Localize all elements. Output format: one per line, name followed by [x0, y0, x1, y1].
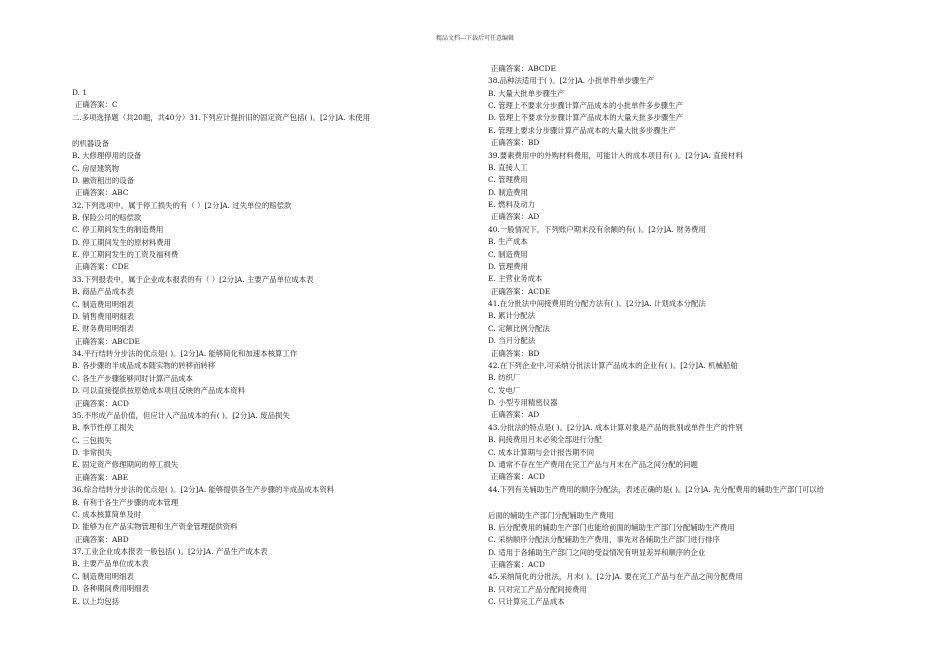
text-line: 32.下列选项中，属于停工损失的有（ ）[2分]A. 过失单位的赔偿款: [72, 201, 292, 210]
text-line: 39.要素费用中的外购材料费用，可能计入的成本项目有( )。[2分]A. 直接材料: [488, 151, 743, 160]
text-line: C. 管理费用: [488, 175, 528, 184]
text-line: 40.一般情况下，下列账户期末没有余额的有( )。[2分]A. 财务费用: [488, 225, 706, 234]
text-line: 正确答案：ACD: [491, 472, 545, 481]
text-line: C. 房屋建筑物: [72, 164, 120, 173]
text-line: B. 直接人工: [488, 163, 528, 172]
text-line: D. 销售费用明细表: [72, 312, 135, 321]
text-line: 正确答案：ABCDE: [491, 64, 556, 73]
text-line: E. 主营业务成本: [488, 274, 543, 283]
text-line: C. 只计算完工产品成本: [488, 597, 565, 606]
text-line: B. 累计分配法: [488, 311, 536, 320]
text-line: D. 制造费用: [488, 188, 528, 197]
text-line: D. 非常损失: [72, 448, 112, 457]
page-header: 精品文档---下载后可任意编辑: [435, 35, 515, 42]
text-line: C. 发电厂: [488, 386, 521, 395]
text-line: B. 间接费用月末必须全部进行分配: [488, 435, 602, 444]
text-line: 36.综合结转分步法的优点是( )。[2分]A. 能够提供各生产步骤的半成品成本资料: [72, 485, 335, 494]
text-line: D. 停工期间发生的原材料费用: [72, 238, 172, 247]
text-line: 正确答案：ABCDE: [75, 337, 140, 346]
text-line: B. 只对完工产品分配间接费用: [488, 585, 587, 594]
text-line: B. 季节性停工损失: [72, 423, 134, 432]
text-line: B. 主要产品单位成本表: [72, 559, 149, 568]
text-line: C. 成本核算简单及时: [72, 510, 142, 519]
text-line: 正确答案：AD: [491, 212, 540, 221]
text-line: D. 能够为在产品实物管理和生产资金管理提供资料: [72, 522, 238, 531]
text-line: C. 采纳顺序分配法分配辅助生产费用，事先对各辅助生产部门进行排序: [488, 535, 720, 544]
text-line: D. 各种期间费用明细表: [72, 584, 149, 593]
text-line: B. 保险公司的赔偿款: [72, 213, 142, 222]
text-line: C. 制造费用明细表: [72, 572, 134, 581]
text-line: B. 后分配费用的辅助生产部门也能给前面的辅助生产部门分配辅助生产费用: [488, 523, 735, 532]
text-line: B. 纺织厂: [488, 373, 521, 382]
text-line: 正确答案：ABE: [75, 473, 129, 482]
text-line: C. 制造费用: [488, 250, 528, 259]
text-line: 33.下列报表中，属于企业成本报表的有（ ）[2分]A. 主要产品单位成本表: [72, 275, 314, 284]
text-line: D. 可以直接提供按原始成本项目反映的产品成本资料: [72, 386, 245, 395]
text-line: 正确答案：ABD: [75, 535, 129, 544]
text-line: 正确答案：C: [75, 100, 118, 109]
text-line: C. 各生产步骤能够同时计算产品成本: [72, 374, 193, 383]
text-line: 正确答案：CDE: [75, 262, 129, 271]
text-line: E. 以上均包括: [72, 597, 120, 606]
text-line: 正确答案：ACD: [491, 560, 545, 569]
text-line: 45.采纳简化的分批法，月末( )。[2分]A. 要在完工产品与在产品之间分配费用: [488, 572, 743, 581]
text-line: 42.在下列企业中,可采纳分批法计算产品成本的企业有( )。[2分]A. 机械船舶: [488, 361, 738, 370]
text-line: 41.在分批法中间接费用的分配方法有( )。[2分]A. 计划成本分配法: [488, 299, 706, 308]
text-line: D. 融资租出的设备: [72, 176, 135, 185]
text-line: C. 三包损失: [72, 436, 112, 445]
text-line: 34.平行结转分步法的优点是( )。[2分]A. 能够简化和加速本核算工作: [72, 349, 298, 358]
text-line: E. 停工期间发生的工资及福利费: [72, 250, 179, 259]
text-line: B. 大修理停用的设备: [72, 151, 142, 160]
text-line: D. 管理费用: [488, 262, 528, 271]
text-line: E. 燃料及动力: [488, 200, 536, 209]
text-line: 正确答案：ACD: [75, 399, 129, 408]
text-line: 37.工业企业成本报表一般包括( )。[2分]A. 产品生产成本表: [72, 547, 268, 556]
text-line: 正确答案：ABC: [75, 188, 129, 197]
text-line: 35.不形成产品价值，但应计入产品成本的有( )。[2分]A. 废品损失: [72, 411, 290, 420]
text-line: D. 1: [72, 88, 88, 97]
text-line: E. 管理上要求分步骤计算产品成本的大量大批多步骤生产: [488, 126, 676, 135]
text-line: C. 定额比例分配法: [488, 324, 550, 333]
text-line: C. 管理上不要求分步骤计算产品成本的小批单件多步骤生产: [488, 101, 683, 110]
text-line: 的机器设备: [72, 139, 109, 148]
text-line: D. 当月分配法: [488, 336, 536, 345]
text-line: 38.品种法适用于( )。[2分]A. 小批单件单步骤生产: [488, 76, 655, 85]
text-line: C. 制造费用明细表: [72, 300, 134, 309]
text-line: C. 成本计算期与会计报告期不同: [488, 448, 595, 457]
text-line: 44.下列有关辅助生产费用的顺序分配法，表述正确的是( )。[2分]A. 先分配费用的辅助生产部门可以给: [488, 485, 825, 494]
text-line: 正确答案：BD: [491, 349, 540, 358]
text-line: B. 有利于各生产步骤的成本管理: [72, 498, 179, 507]
text-line: B. 大量大批单步骤生产: [488, 89, 565, 98]
text-line: 正确答案：ACDE: [491, 287, 551, 296]
text-line: D. 小型专用精密仪器: [488, 398, 558, 407]
text-line: B. 各步骤的半成品成本随实物的转移而转移: [72, 361, 216, 370]
text-line: D. 管理上不要求分步骤计算产品成本的大量大批多步骤生产: [488, 113, 684, 122]
text-line: 43.分批法的特点是( )。[2分]A. 成本计算对象是产品的批别或单件生产的件别: [488, 423, 743, 432]
text-line: 正确答案：BD: [491, 138, 540, 147]
text-line: C. 停工期间发生的制造费用: [72, 225, 164, 234]
text-line: B. 生产成本: [488, 237, 528, 246]
text-line: 正确答案：AD: [491, 410, 540, 419]
text-line: 后面的辅助生产部门分配辅助生产费用: [488, 511, 614, 520]
text-line: D. 适用于各辅助生产部门之间的受益情况有明显差异和顺序的企业: [488, 548, 706, 557]
text-line: B. 商品产品成本表: [72, 287, 134, 296]
text-line: 二.多项选择题（共20题，共40分）31.下列应计提折旧的固定资产包括( )。[2分]A. 未使用: [72, 113, 371, 122]
text-line: D. 通常不存在生产费用在完工产品与月末在产品之间分配的问题: [488, 460, 698, 469]
text-line: E. 固定资产修理期间的停工损失: [72, 460, 179, 469]
text-line: E. 财务费用明细表: [72, 324, 134, 333]
